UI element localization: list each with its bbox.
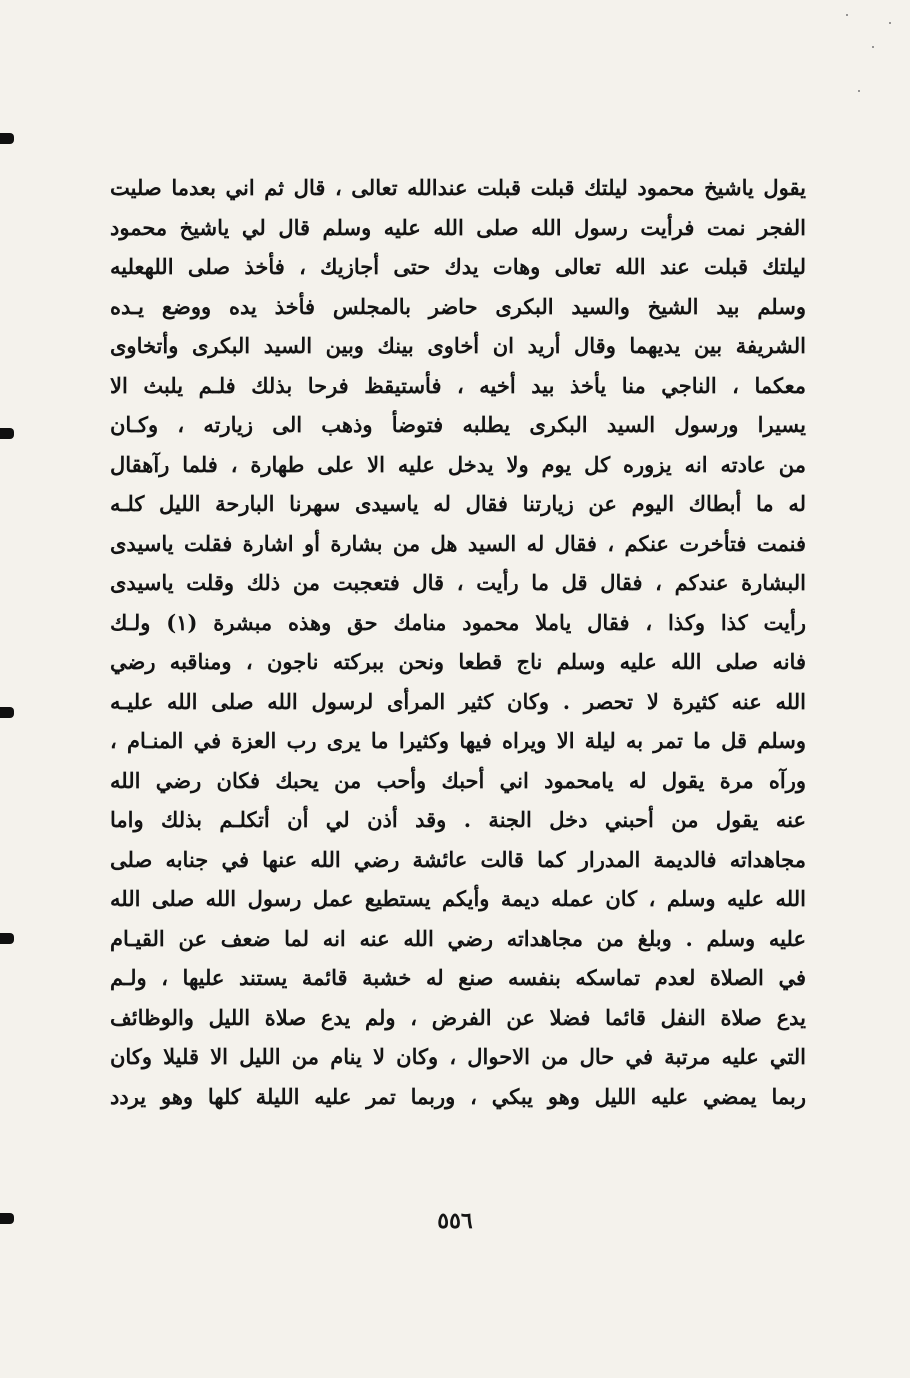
edge-mark-2 bbox=[0, 428, 14, 439]
text-line-10: فنمت فتأخرت عنكم ، فقال له السيد هل من بشارة أو اشارة فقلت ياسيدى bbox=[110, 530, 806, 556]
text-line-17: عنه يقول من أحبني دخل الجنة . وقد أذن لي أن أتكلـم بذلك واما bbox=[110, 807, 806, 832]
text-line-12: رأيت كذا وكذا ، فقال ياملا محمود منامك حق وهذه مبشرة (١) ولـك bbox=[110, 609, 806, 635]
text-line-20: عليه وسلم . وبلغ من مجاهداته رضي الله عنه انه لما ضعف عن القيـام bbox=[110, 925, 806, 951]
text-line-16: ورآه مرة يقول له يامحمود اني أحبك وأحب من يحبك فكان رضي الله bbox=[110, 767, 806, 793]
text-line-8: من عادته انه يزوره كل يوم ولا يدخل عليه الا على طهارة ، فلما رآهقال bbox=[110, 451, 806, 477]
text-line-13: فانه صلى الله عليه وسلم ناج قطعا ونحن ببركته ناجون ، ومناقبه رضي bbox=[110, 649, 806, 674]
text-line-9: له ما أبطاك اليوم عن زيارتنا فقال له ياسيدى سهرنا البارحة الليل كلـه bbox=[110, 491, 806, 516]
text-line-24: ربما يمضي عليه الليل وهو يبكي ، وربما تمر عليه الليلة كلها وهو يردد bbox=[110, 1083, 806, 1109]
text-line-4: وسلم بيد الشيخ والسيد البكرى حاضر بالمجلس فأخذ يده ووضع يـده bbox=[110, 293, 806, 319]
paper-speck bbox=[889, 22, 891, 24]
text-line-5: الشريفة بين يديهما وقال أريد ان أخاوى بينك وبين السيد البكرى وأتخاوى bbox=[110, 333, 806, 358]
text-line-11: البشارة عندكم ، فقال قل ما رأيت ، قال فتعجبت من ذلك وقلت ياسيدى bbox=[110, 570, 806, 595]
text-line-23: التي عليه مرتبة في حال من الاحوال ، وكان لا ينام من الليل الا قليلا وكان bbox=[110, 1044, 806, 1069]
text-line-19: الله عليه وسلم ، كان عمله ديمة وأيكم يستطيع عمل رسول الله صلى الله bbox=[110, 886, 806, 911]
paper-speck bbox=[846, 14, 848, 16]
text-line-18: مجاهداته فالديمة المدرار كما قالت عائشة رضي الله عنها في جنابه صلى bbox=[110, 846, 806, 872]
text-line-1: يقول ياشيخ محمود ليلتك قبلت قبلت عندالله تعالى ، قال ثم اني بعدما صليت bbox=[110, 175, 806, 200]
paper-speck bbox=[872, 46, 874, 48]
edge-mark-1 bbox=[0, 133, 14, 144]
edge-mark-3 bbox=[0, 707, 14, 718]
text-line-6: معكما ، الناجي منا يأخذ بيد أخيه ، فأستيقظ فرحا بذلك فلـم يلبث الا bbox=[110, 372, 806, 398]
text-line-22: يدع صلاة النفل قائما فضلا عن الفرض ، ولم يدع صلاة الليل والوظائف bbox=[110, 1004, 806, 1030]
text-line-15: وسلم قل ما تمر به ليلة الا ويراه فيها وكثيرا ما يرى رب العزة في المنـام ، bbox=[110, 728, 806, 753]
edge-mark-4 bbox=[0, 933, 14, 944]
text-line-21: في الصلاة لعدم تماسكه بنفسه صنع له خشبة قائمة يستند عليها ، ولـم bbox=[110, 965, 806, 990]
page-number: ٥٥٦ bbox=[437, 1208, 473, 1234]
text-line-3: ليلتك قبلت عند الله تعالى وهات يدك حتى أجازيك ، فأخذ صلى اللهعليه bbox=[110, 254, 806, 279]
text-line-7: يسيرا ورسول السيد البكرى يطلبه فتوضأ وذهب الى زيارته ، وكـان bbox=[110, 412, 806, 437]
body-text bbox=[110, 168, 806, 1116]
paper-speck bbox=[858, 90, 860, 92]
text-line-14: الله عنه كثيرة لا تحصر . وكان كثير المرأى لرسول الله صلى الله عليـه bbox=[110, 688, 806, 714]
text-line-2: الفجر نمت فرأيت رسول الله صلى الله عليه وسلم قال لي ياشيخ محمود bbox=[110, 214, 806, 240]
